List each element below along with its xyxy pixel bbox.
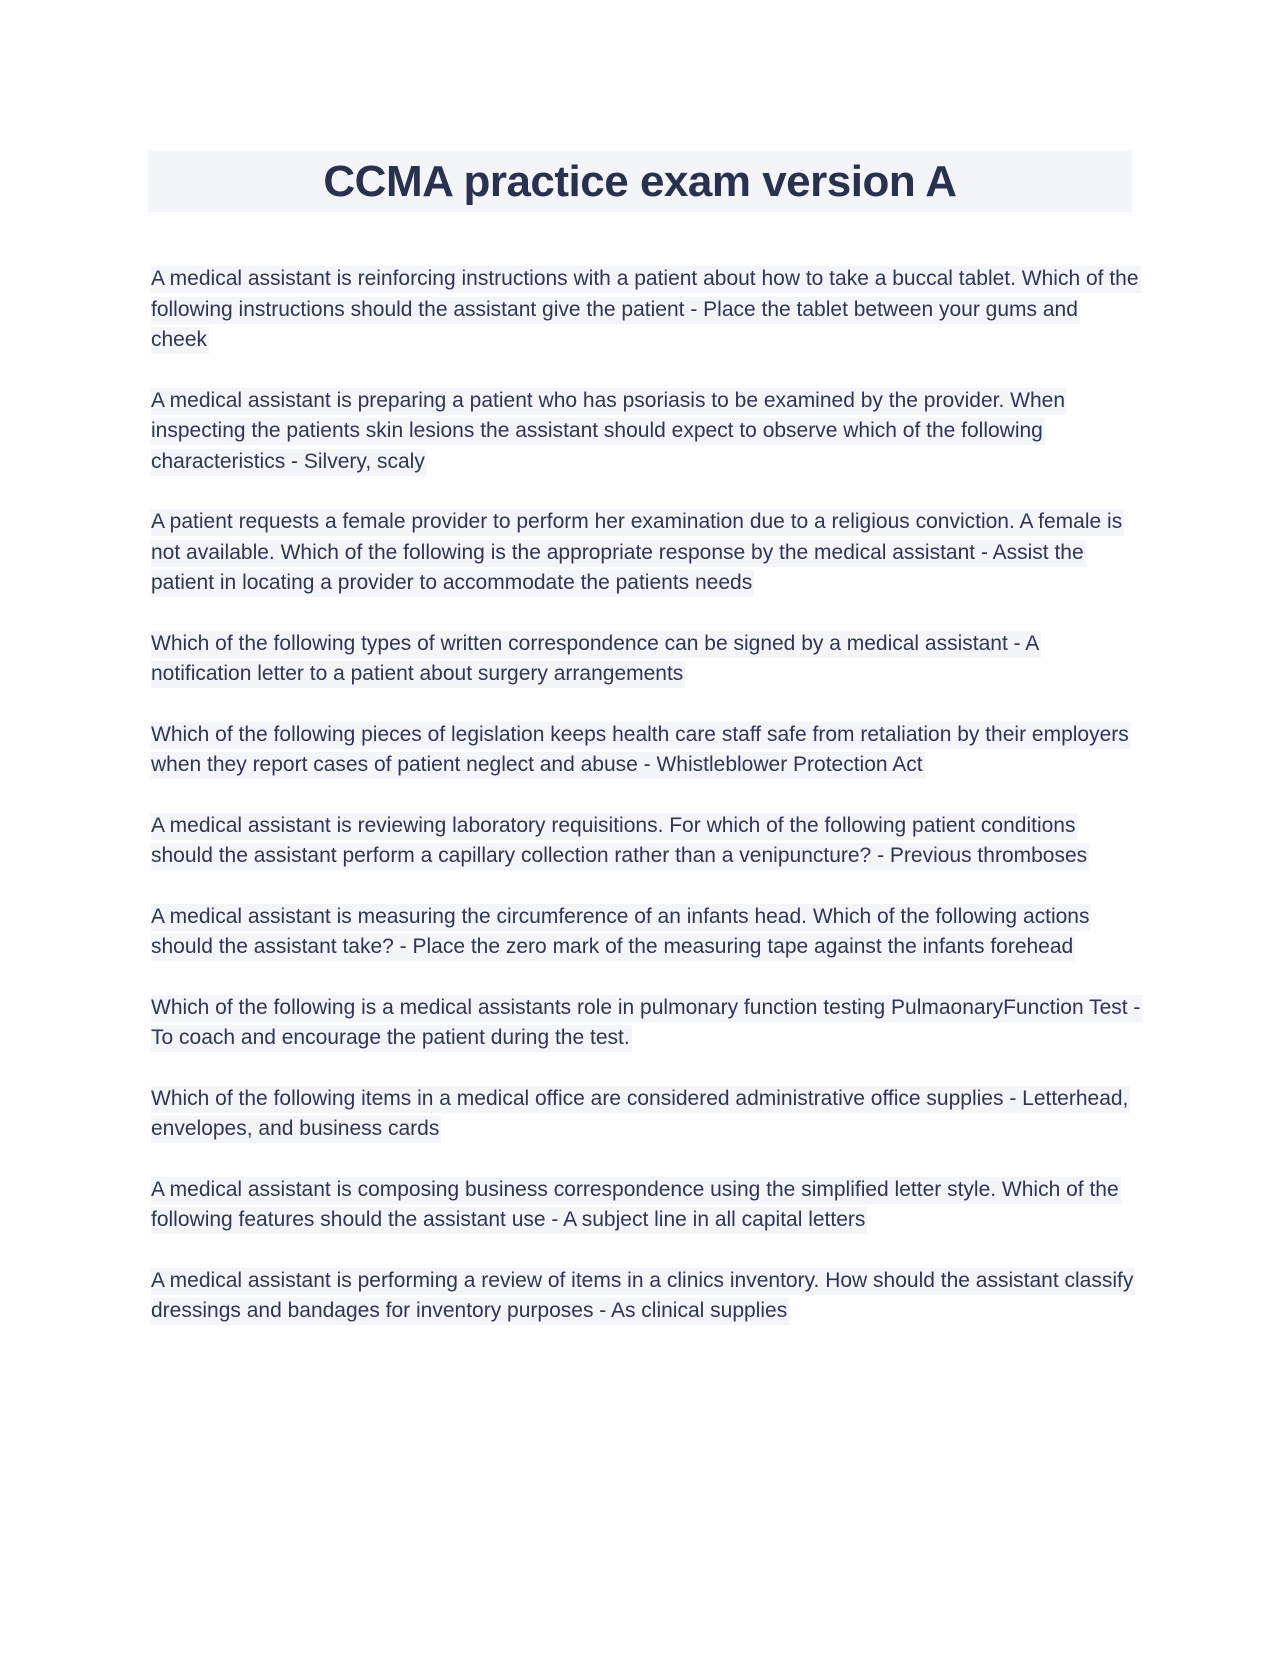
title-band	[148, 151, 1132, 212]
question-text: Which of the following pieces of legislation keeps health care staff safe from retaliation by their employers when they report cases of patient neglect and abuse - Whistleblower Protection Act	[151, 722, 1131, 780]
question-text: Which of the following items in a medical office are considered administrative office supplies - Letterhead, envelopes, and business cards	[151, 1086, 1130, 1144]
question-text: A medical assistant is performing a review of items in a clinics inventory. How should the assistant classify dressings and bandages for inventory purposes - As clinical supplies	[151, 1268, 1135, 1326]
page-title: CCMA practice exam version A	[323, 156, 957, 206]
question-item	[151, 811, 1141, 872]
question-item	[151, 993, 1141, 1054]
question-text: A medical assistant is reviewing laboratory requisitions. For which of the following patient conditions should the assistant perform a capillary collection rather than a venipuncture? - Previous thromboses	[151, 813, 1089, 871]
question-item	[151, 629, 1141, 690]
question-item	[151, 720, 1141, 781]
question-item	[151, 507, 1141, 599]
question-text: A medical assistant is composing business correspondence using the simplified letter style. Which of the following features should the assistant use - A subject line in all capital letters	[151, 1177, 1121, 1235]
question-text: A patient requests a female provider to perform her examination due to a religious conviction. A female is not available. Which of the following is the appropriate response by the medical assistant - Assist the patient in locating a provider to accommodate the patients needs	[151, 509, 1124, 597]
question-item	[151, 386, 1141, 478]
question-item	[151, 1266, 1141, 1327]
question-list	[151, 264, 1141, 1357]
question-text: A medical assistant is reinforcing instructions with a patient about how to take a buccal tablet. Which of the following instructions should the assistant give the patient - Place the tablet between your gums and cheek	[151, 266, 1141, 354]
question-text: Which of the following is a medical assistants role in pulmonary function testing PulmaonaryFunction Test - To coach and encourage the patient during the test.	[151, 995, 1142, 1053]
question-text: Which of the following types of written correspondence can be signed by a medical assistant - A notification letter to a patient about surgery arrangements	[151, 631, 1041, 689]
question-text: A medical assistant is measuring the circumference of an infants head. Which of the following actions should the assistant take? - Place the zero mark of the measuring tape against the infants forehead	[151, 904, 1091, 962]
question-item	[151, 1084, 1141, 1145]
question-text: A medical assistant is preparing a patient who has psoriasis to be examined by the provider. When inspecting the patients skin lesions the assistant should expect to observe which of the following characteristics - Silvery, scaly	[151, 388, 1067, 476]
question-item	[151, 264, 1141, 356]
question-item	[151, 1175, 1141, 1236]
question-item	[151, 902, 1141, 963]
